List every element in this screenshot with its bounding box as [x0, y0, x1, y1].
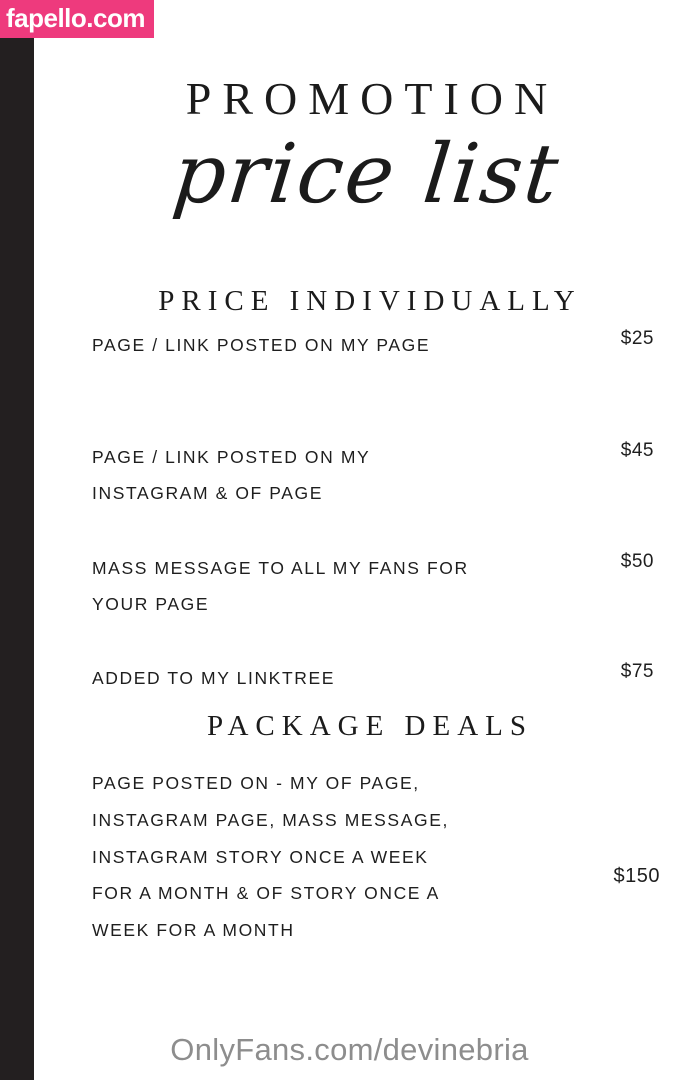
price-row-amount: $25 — [620, 328, 654, 349]
price-row-amount: $50 — [620, 551, 654, 572]
section-heading-individual: PRICE INDIVIDUALLY — [158, 285, 582, 317]
price-list-sheet — [34, 0, 699, 1080]
price-row-label: MASS MESSAGE TO ALL MY FANS FOR YOUR PAGE — [92, 558, 469, 614]
package-row-label: PAGE POSTED ON - MY OF PAGE, INSTAGRAM PAGE, MASS MESSAGE, INSTAGRAM STORY ONCE A WEEK FOR A MONTH & OF STORY ONCE A WEEK FOR A MONTH — [92, 773, 449, 940]
price-row-amount: $45 — [620, 440, 654, 461]
price-row-label: PAGE / LINK POSTED ON MY PAGE — [92, 335, 431, 355]
page-title: PROMOTION — [185, 73, 559, 124]
price-row-label: ADDED TO MY LINKTREE — [92, 668, 336, 688]
price-row-label: PAGE / LINK POSTED ON MY INSTAGRAM & OF PAGE — [92, 447, 370, 503]
left-edge-band — [0, 0, 34, 1080]
bottom-watermark: OnlyFans.com/devinebria — [170, 1032, 529, 1067]
price-row-amount: $75 — [620, 661, 654, 682]
section-heading-packages: PACKAGE DEALS — [207, 710, 533, 742]
package-row-amount: $150 — [613, 865, 660, 887]
page-subtitle: price list — [168, 127, 565, 222]
site-watermark-badge: fapello.com — [0, 0, 154, 38]
